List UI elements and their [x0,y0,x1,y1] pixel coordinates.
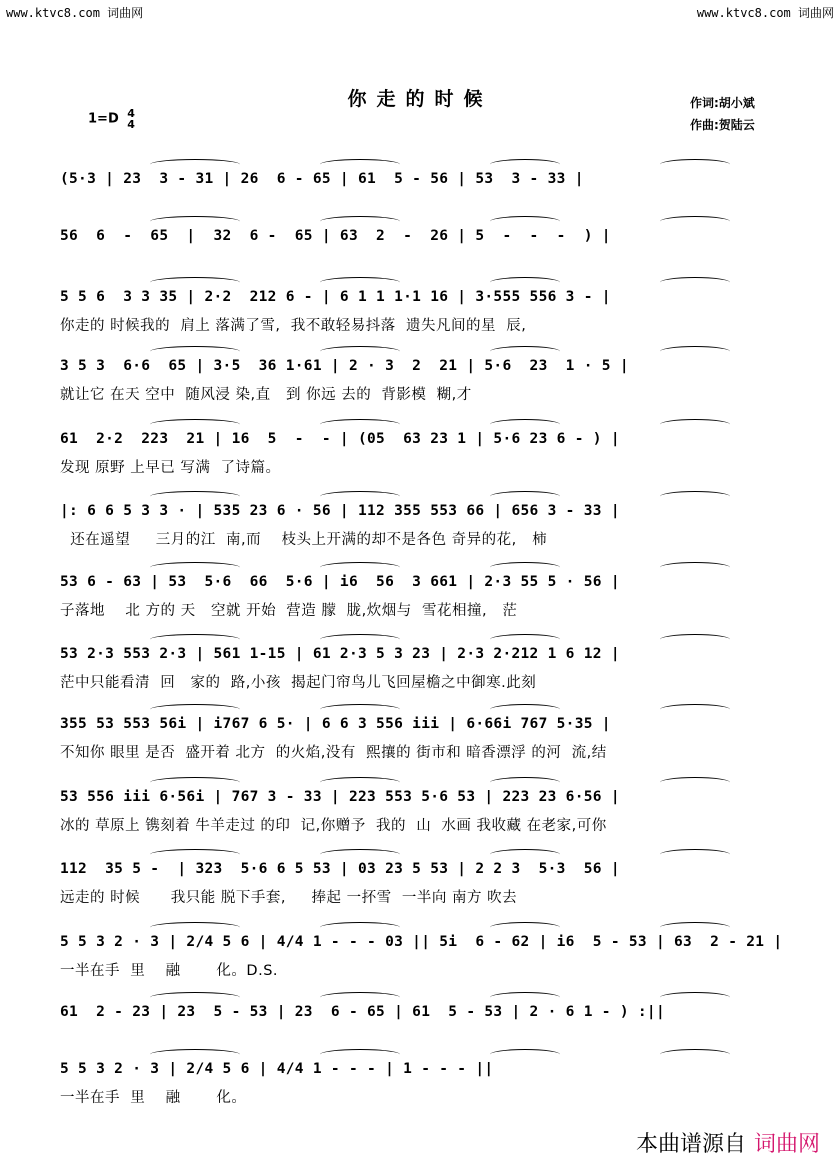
slur-mark [490,634,560,645]
lyric-line: 一半在手 里 融 化。D.S. [60,963,279,979]
slur-mark [490,704,560,715]
slur-mark [320,216,400,227]
slur-mark [660,277,730,288]
key-signature [88,108,135,130]
slur-mark [320,704,400,715]
footer-site-name: 词曲网 [753,1132,820,1157]
lyric-line: 子落地 北 方的 天 空就 开始 营造 朦 胧,炊烟与 雪花相撞, 茫 [60,603,518,619]
slur-mark [320,491,400,502]
site-watermark-right: www.ktvc8.com 词曲网 [696,6,834,20]
slur-mark [320,346,400,357]
lyric-line [60,254,790,276]
notation-line: 53 6 - 63 | 53 5·6 66 5·6 | i6 56 3 661 | 2·3 55 5 · 56 | [60,574,620,590]
slur-mark [490,849,560,860]
slur-mark [490,992,560,1003]
time-sig-top: 4 [127,107,135,120]
notation-line: 355 53 553 56i | i767 6 5· | 6 6 3 556 iii | 6·66i 767 5·35 | [60,716,611,732]
song-title: 你走的时候 [347,88,493,110]
slur-mark [150,562,240,573]
slur-mark [320,634,400,645]
slur-mark [660,849,730,860]
key-label: 1=D [88,111,119,127]
notation-line: |: 6 6 5 3 3 · | 535 23 6 · 56 | 112 355 553 66 | 656 3 - 33 | [60,503,620,519]
slur-mark [490,216,560,227]
lyricist-credit: 作词:胡小斌 [690,96,755,110]
slur-mark [320,419,400,430]
slur-mark [660,419,730,430]
slur-mark [320,992,400,1003]
time-signature [127,108,135,130]
notation-line: 61 2 - 23 | 23 5 - 53 | 23 6 - 65 | 61 5 - 53 | 2 · 6 1 - ) :|| [60,1004,665,1020]
slur-mark [660,922,730,933]
slur-mark [150,1049,240,1060]
lyric-line: 一半在手 里 融 化。 [60,1090,247,1106]
site-watermark-left: www.ktvc8.com 词曲网 [6,6,144,20]
slur-mark [320,277,400,288]
notation-line: 5 5 3 2 · 3 | 2/4 5 6 | 4/4 1 - - - 03 || 5i 6 - 62 | i6 5 - 53 | 63 2 - 21 | [60,934,783,950]
slur-mark [490,277,560,288]
slur-mark [490,491,560,502]
slur-mark [150,491,240,502]
slur-mark [150,849,240,860]
slur-mark [150,992,240,1003]
slur-mark [490,1049,560,1060]
slur-mark [320,849,400,860]
slur-mark [490,922,560,933]
lyric-line: 远走的 时候 我只能 脱下手套, 捧起 一抔雪 一半向 南方 吹去 [60,890,518,906]
slur-mark [660,1049,730,1060]
slur-mark [320,1049,400,1060]
notation-line: 5 5 6 3 3 35 | 2·2 212 6 - | 6 1 1 1·1 16 | 3·555 556 3 - | [60,289,611,305]
slur-mark [150,922,240,933]
slur-mark [150,634,240,645]
slur-mark [490,562,560,573]
slur-mark [490,159,560,170]
slur-mark [490,346,560,357]
notation-line: 56 6 - 65 | 32 6 - 65 | 63 2 - 26 | 5 - - - ) | [60,228,611,244]
slur-mark [660,159,730,170]
slur-mark [490,419,560,430]
slur-mark [660,491,730,502]
slur-mark [320,922,400,933]
lyric-line: 你走的 时候我的 肩上 落满了雪, 我不敢轻易抖落 遗失凡间的星 辰, [60,318,527,334]
notation-line: 53 2·3 553 2·3 | 561 1-15 | 61 2·3 5 3 23 | 2·3 2·212 1 6 12 | [60,646,620,662]
slur-mark [660,562,730,573]
notation-line: 5 5 3 2 · 3 | 2/4 5 6 | 4/4 1 - - - | 1 - - - || [60,1061,494,1077]
slur-mark [150,704,240,715]
composer-credit: 作曲:贺陆云 [690,118,755,132]
notation-line: (5·3 | 23 3 - 31 | 26 6 - 65 | 61 5 - 56 | 53 3 - 33 | [60,171,584,187]
slur-mark [660,216,730,227]
lyric-line: 冰的 草原上 镌刻着 牛羊走过 的印 记,你赠予 我的 山 水画 我收藏 在老家,可你 [60,818,607,834]
lyric-line: 就让它 在天 空中 随风浸 染,直 到 你远 去的 背影模 糊,才 [60,387,472,403]
lyric-line: 不知你 眼里 是否 盛开着 北方 的火焰,没有 熙攘的 街市和 暗香漂浮 的河 流,结 [60,745,607,761]
notation-line: 61 2·2 223 21 | 16 5 - - | (05 63 23 1 | 5·6 23 6 - ) | [60,431,620,447]
slur-mark [490,777,560,788]
slur-mark [660,992,730,1003]
slur-mark [150,216,240,227]
slur-mark [660,777,730,788]
slur-mark [320,777,400,788]
slur-mark [150,277,240,288]
slur-mark [150,419,240,430]
slur-mark [320,159,400,170]
notation-line: 53 556 iii 6·56i | 767 3 - 33 | 223 553 5·6 53 | 223 23 6·56 | [60,789,620,805]
footer-source-text: 本曲谱源自 [635,1132,746,1157]
lyric-line: 发现 原野 上早已 写满 了诗篇。 [60,460,281,476]
slur-mark [660,346,730,357]
notation-line: 112 35 5 - | 323 5·6 6 5 53 | 03 23 5 53 | 2 2 3 5·3 56 | [60,861,620,877]
slur-mark [150,346,240,357]
notation-line: 3 5 3 6·6 65 | 3·5 36 1·61 | 2 · 3 2 21 | 5·6 23 1 · 5 | [60,358,629,374]
lyric-line: 还在遥望 三月的江 南,而 枝头上开满的却不是各色 奇异的花, 柿 [60,532,548,548]
time-sig-bottom: 4 [127,118,135,131]
slur-mark [660,704,730,715]
slur-mark [320,562,400,573]
lyric-line: 茫中只能看清 回 家的 路,小孩 揭起门帘鸟儿飞回屋檐之中御寒.此刻 [60,675,537,691]
slur-mark [150,777,240,788]
slur-mark [660,634,730,645]
slur-mark [150,159,240,170]
footer-source [636,1127,820,1158]
